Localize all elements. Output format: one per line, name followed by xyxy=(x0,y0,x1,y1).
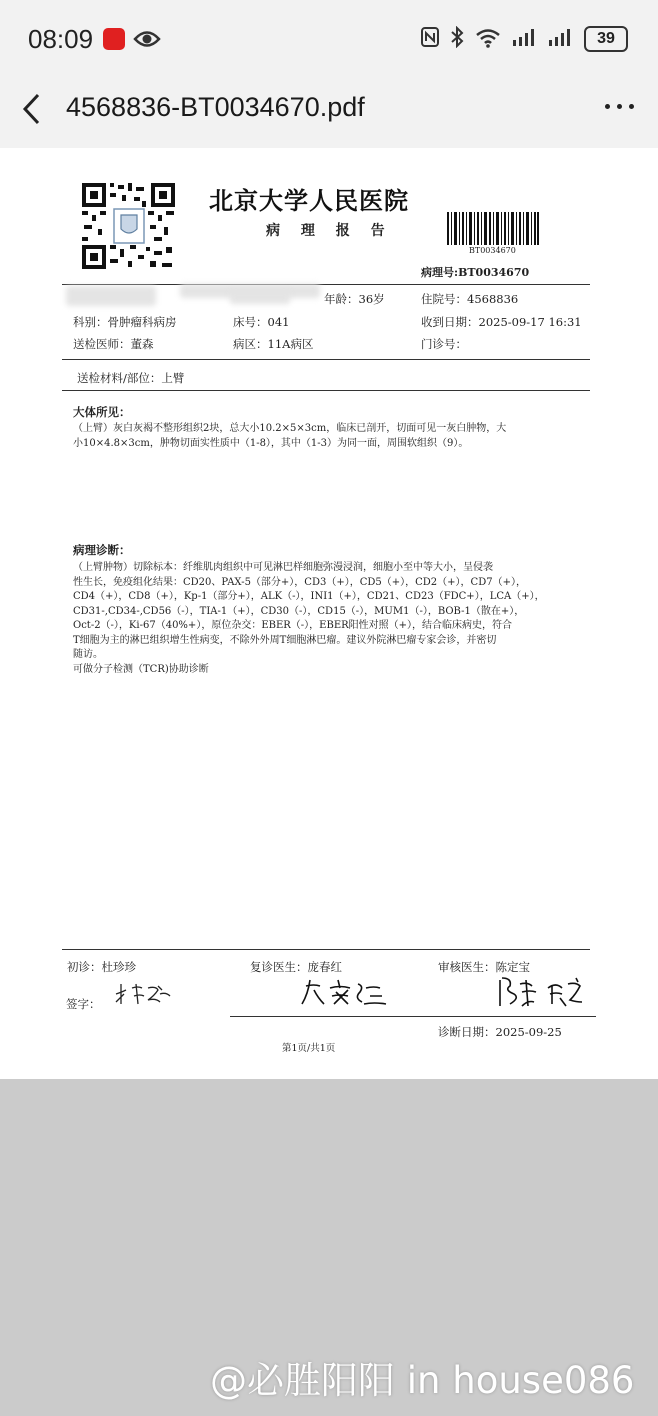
outpatient-number: 门诊号： xyxy=(421,337,467,351)
redacted-field xyxy=(230,290,290,304)
admission-number: 住院号：4568836 xyxy=(421,292,519,306)
diagnosis-date: 诊断日期：2025-09-25 xyxy=(438,1025,562,1039)
gross-findings-text: （上臂）灰白灰褐不整形组织2块，总大小10.2×5×3cm，临床已剖开，切面可见一灰白肿物，大 小10×4.8×3cm，肿物切面实性质中（1-8），其中（1-3）为同一面，周围软组织（9）。 xyxy=(73,423,507,449)
divider xyxy=(62,284,590,285)
app-bar xyxy=(0,78,658,148)
status-bar xyxy=(0,0,658,78)
bluetooth-icon xyxy=(450,26,464,52)
signature-image xyxy=(496,974,586,1010)
report-title: 病 理 报 告 xyxy=(266,223,393,239)
page-indicator: 第1页/共1页 xyxy=(282,1043,336,1054)
pathology-number-value: BT0034670 xyxy=(458,266,530,279)
hospital-name: 北京大学人民医院 xyxy=(209,187,409,215)
second-diagnosis-doctor: 复诊医生：庞春红 xyxy=(250,960,342,974)
battery-icon: 39 xyxy=(584,26,628,52)
pathology-number xyxy=(421,264,529,280)
document-title: 4568836-BT0034670.pdf xyxy=(66,92,365,122)
signature-image xyxy=(300,976,390,1010)
eye-icon xyxy=(133,28,161,54)
status-time: 08:09 xyxy=(28,24,94,54)
barcode-icon xyxy=(447,212,539,249)
signature-label: 签字： xyxy=(66,997,101,1011)
redacted-name xyxy=(66,286,156,306)
department: 科别：骨肿瘤科病房 xyxy=(73,315,177,329)
barcode-number: BT0034670 xyxy=(469,246,516,255)
patient-age: 年龄：36岁 xyxy=(324,292,385,306)
watermark-text: @必胜阳阳 in house086 xyxy=(210,1359,635,1402)
bed-number: 床号：041 xyxy=(233,315,290,329)
app-notification-icon xyxy=(103,28,125,50)
reviewing-doctor: 审核医生：陈定宝 xyxy=(438,960,530,974)
received-date: 收到日期：2025-09-17 16:31 xyxy=(421,315,582,329)
back-arrow-icon[interactable] xyxy=(20,92,44,130)
signature-image xyxy=(112,980,174,1008)
nfc-icon xyxy=(420,26,440,52)
more-options-icon[interactable] xyxy=(605,104,634,109)
divider xyxy=(62,359,590,360)
gross-findings-title: 大体所见： xyxy=(73,405,131,419)
divider xyxy=(62,949,590,950)
signal-icon xyxy=(512,27,538,51)
sending-doctor: 送检医师：董森 xyxy=(73,337,154,351)
wifi-icon xyxy=(474,26,502,52)
pathology-number-label: 病理号: xyxy=(421,266,459,279)
pdf-page[interactable] xyxy=(0,148,658,1079)
ward: 病区：11A病区 xyxy=(233,337,314,351)
divider xyxy=(230,1016,596,1017)
specimen-site: 送检材料/部位：上臂 xyxy=(77,371,185,385)
diagnosis-text: （上臂肿物）切除标本：纤维肌肉组织中可见淋巴样细胞弥漫浸润，细胞小至中等大小，呈侵袭 性生长，免疫组化结果：CD20、PAX-5（部分+），CD3（+），CD5（+），CD2（+），CD7（+）， CD4（+），CD8（+），Kp-1（部分+），ALK（-），INI1（+），CD21、CD23（FDC+），LCA（+）， CD31-,CD34-,CD56（-），TIA-1（+），CD30（-），CD15（-），MUM1（-），BOB-1（散在+）， Oct-2（-），Ki-67（40%+），原位杂交：EBER（-），EBER阳性对照（+），结合临床病史，符合 T细胞为主的淋巴组织增生性病变，不除外外周T细胞淋巴瘤。建议外院淋巴瘤专家会诊，并密切 随访。 可做分子检测（TCR)协助诊断 xyxy=(73,562,545,675)
initial-diagnosis-doctor: 初诊：杜珍珍 xyxy=(67,960,136,974)
signal-icon-2 xyxy=(548,27,574,51)
qr-code-icon xyxy=(80,181,177,271)
diagnosis-title: 病理诊断： xyxy=(73,543,131,557)
divider xyxy=(62,390,590,391)
